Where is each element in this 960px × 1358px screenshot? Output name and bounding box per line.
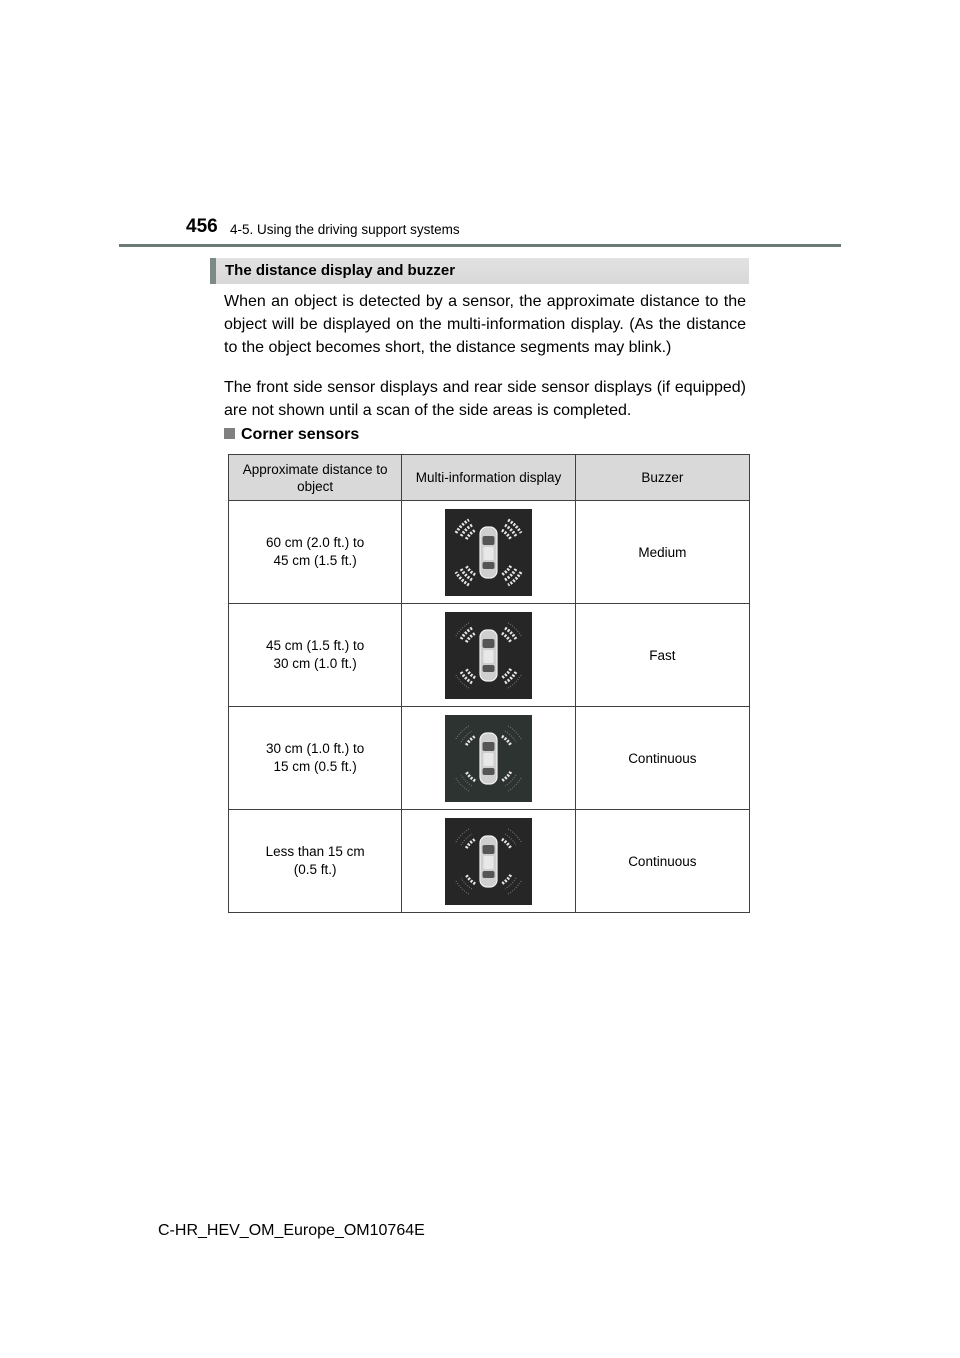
buzzer-cell: Continuous xyxy=(575,810,749,913)
car-rear-window-icon xyxy=(483,768,495,775)
document-footer: C-HR_HEV_OM_Europe_OM10764E xyxy=(158,1222,425,1239)
car-roof-icon xyxy=(484,547,494,560)
car-windshield-icon xyxy=(483,536,495,545)
distance-cell xyxy=(229,707,402,810)
table-row xyxy=(229,604,750,707)
car-windshield-icon xyxy=(483,639,495,648)
subheading-text: Corner sensors xyxy=(241,426,360,443)
multi-info-display-image xyxy=(445,509,532,596)
distance-line2: 30 cm (1.0 ft.) xyxy=(273,656,357,671)
car-roof-icon xyxy=(484,753,494,766)
buzzer-cell: Fast xyxy=(575,604,749,707)
display-cell xyxy=(402,604,575,707)
distance-cell xyxy=(229,810,402,913)
buzzer-cell: Medium xyxy=(575,501,749,604)
distance-line1: Less than 15 cm xyxy=(265,844,365,859)
car-rear-window-icon xyxy=(483,562,495,569)
square-bullet-icon xyxy=(224,428,235,439)
car-roof-icon xyxy=(484,650,494,663)
distance-cell xyxy=(229,501,402,604)
multi-info-display-image xyxy=(445,612,532,699)
distance-line2: 15 cm (0.5 ft.) xyxy=(273,759,357,774)
display-cell xyxy=(402,707,575,810)
paragraph-side-sensors: The front side sensor displays and rear side sensor displays (if equipped) are not shown until a scan of the side areas is completed. xyxy=(224,379,746,419)
distance-line1: 60 cm (2.0 ft.) to xyxy=(266,535,365,550)
multi-info-display-image xyxy=(445,818,532,905)
car-windshield-icon xyxy=(483,845,495,854)
distance-line2: 45 cm (1.5 ft.) xyxy=(273,553,357,568)
header-distance-line1: Approximate distance to xyxy=(242,461,388,477)
subheading-corner-sensors xyxy=(224,426,359,444)
distance-line1: 45 cm (1.5 ft.) to xyxy=(266,638,365,653)
header-rule xyxy=(119,244,841,247)
distance-cell xyxy=(229,604,402,707)
table-header-row xyxy=(229,455,750,501)
car-rear-window-icon xyxy=(483,871,495,878)
display-cell xyxy=(402,810,575,913)
header-buzzer: Buzzer xyxy=(575,455,749,501)
page-number: 456 xyxy=(186,216,218,237)
header-distance xyxy=(229,455,402,501)
multi-info-display-image xyxy=(445,715,532,802)
section-title: The distance display and buzzer xyxy=(210,258,749,284)
table-row xyxy=(229,501,750,604)
distance-line1: 30 cm (1.0 ft.) to xyxy=(266,741,365,756)
paragraph-distance-display: When an object is detected by a sensor, the approximate distance to the object will be displayed on the multi-information display. (As the distance to the object becomes short, the distance segments may blink.) xyxy=(224,293,746,356)
table-row xyxy=(229,707,750,810)
display-cell xyxy=(402,501,575,604)
car-roof-icon xyxy=(484,856,494,869)
header-distance-line2: object xyxy=(297,478,334,494)
table-row xyxy=(229,810,750,913)
car-windshield-icon xyxy=(483,742,495,751)
header-display: Multi-information display xyxy=(402,455,575,501)
section-path: 4-5. Using the driving support systems xyxy=(230,222,460,237)
car-rear-window-icon xyxy=(483,665,495,672)
buzzer-cell: Continuous xyxy=(575,707,749,810)
distance-line2: (0.5 ft.) xyxy=(293,862,337,877)
corner-sensor-table xyxy=(228,454,750,913)
